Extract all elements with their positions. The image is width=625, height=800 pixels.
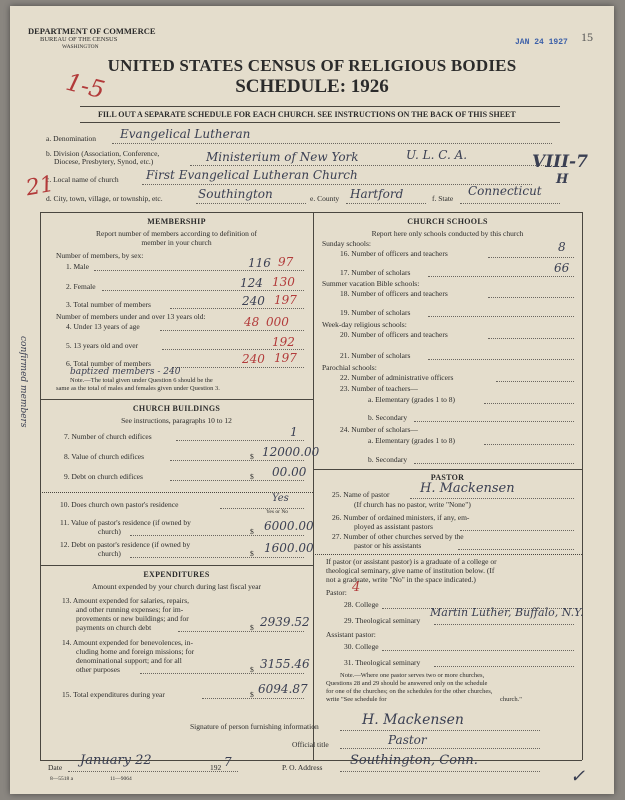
county-label: e. County	[310, 194, 340, 203]
state-label: f. State	[432, 194, 454, 203]
q9-value: 00.00	[272, 465, 307, 479]
header-rule-2	[80, 122, 560, 123]
po-address-line	[340, 771, 540, 772]
q17-line	[428, 276, 574, 277]
q25-line	[410, 498, 574, 499]
bureau-city: WASHINGTON	[62, 44, 99, 50]
q14-line	[140, 673, 304, 674]
q20-line	[488, 338, 574, 339]
column-divider	[313, 212, 314, 760]
form-subtitle: SCHEDULE: 1926	[235, 76, 389, 97]
q2-value-2: 130	[272, 275, 295, 289]
q23b-line	[414, 421, 574, 422]
q16-value: 8	[558, 240, 566, 254]
membership-note-2: same as the total of males and females given under Question 3.	[56, 385, 220, 392]
form-number: 8—5518 a	[50, 776, 74, 782]
q8-dollar: $	[250, 452, 254, 461]
local-name-value: First Evangelical Lutheran Church	[146, 168, 358, 182]
buildings-rule	[40, 399, 313, 400]
q5-label: 5. 13 years old and over	[66, 341, 139, 350]
q8-label: 8. Value of church edifices	[64, 452, 145, 461]
signature-line	[340, 730, 540, 731]
state-value: Connecticut	[468, 184, 542, 198]
grad-line2: theological seminary, give name of institution below. (If	[326, 566, 495, 575]
q4-label: 4. Under 13 years of age	[66, 322, 140, 331]
q14-line4: other purposes	[76, 665, 120, 674]
q12-dollar: $	[250, 549, 254, 558]
pastor-note-4: write "See schedule for	[326, 696, 387, 703]
q3-line	[170, 308, 304, 309]
q14-value: 3155.46	[260, 657, 310, 671]
q14-line1: 14. Amount expended for benevolences, in-	[62, 638, 194, 647]
summer-label: Summer vacation Bible schools:	[322, 279, 420, 288]
q29-label: 29. Theological seminary	[344, 616, 421, 625]
q9-label: 9. Debt on church edifices	[64, 472, 143, 481]
q2-label: 2. Female	[66, 282, 96, 291]
pastor-divider	[313, 554, 582, 555]
q8-value: 12000.00	[262, 445, 320, 459]
side-note: confirmed members	[18, 336, 28, 428]
assistant-label: Assistant pastor:	[326, 630, 376, 639]
dept-name: DEPARTMENT OF COMMERCE	[28, 26, 156, 36]
q3-value: 240	[242, 294, 265, 308]
division-line	[190, 165, 552, 166]
annotation-right: VIII-7	[532, 152, 588, 172]
q23a-line	[484, 403, 574, 404]
division-label: b. Division (Association, Conference,	[46, 149, 160, 158]
county-value: Hartford	[350, 187, 404, 201]
q18-line	[488, 297, 574, 298]
table-right-rule	[582, 212, 583, 760]
q3-label: 3. Total number of members	[66, 300, 151, 309]
city-label: d. City, town, village, or township, etc.	[46, 194, 163, 203]
q23-label: 23. Number of teachers—	[340, 384, 418, 393]
q13-line3: provements or new buildings; and for	[76, 614, 189, 623]
q7-line	[176, 440, 304, 441]
q15-label: 15. Total expenditures during year	[62, 690, 165, 699]
q1-value-2: 97	[278, 255, 294, 269]
q17-value: 66	[554, 261, 570, 275]
q14-dollar: $	[250, 665, 254, 674]
q15-dollar: $	[250, 690, 254, 699]
q11-dollar: $	[250, 527, 254, 536]
bureau-name: BUREAU OF THE CENSUS	[40, 36, 118, 43]
q5-line	[162, 349, 304, 350]
q13-line4: payments on church debt	[76, 623, 152, 632]
pastor-heading: PASTOR	[430, 473, 465, 482]
division-value-2: U. L. C. A.	[406, 148, 468, 162]
margin-mark-2: 21	[24, 171, 56, 202]
q10-label: 10. Does church own pastor's residence	[60, 500, 179, 509]
q13-dollar: $	[250, 623, 254, 632]
q10-value: Yes	[272, 493, 289, 504]
q12-label-2: church)	[98, 549, 121, 558]
buildings-heading: CHURCH BUILDINGS	[132, 404, 221, 413]
expenditures-sub: Amount expended by your church during last fiscal year	[91, 582, 262, 591]
q6-label: 6. Total number of members	[66, 359, 151, 368]
membership-heading: MEMBERSHIP	[147, 217, 206, 226]
q26-line2: ployed as assistant pastors	[354, 522, 433, 531]
q25-value: H. Mackensen	[420, 481, 515, 496]
q24a-line	[484, 444, 574, 445]
q27-line	[458, 549, 574, 550]
q4-value: 48	[244, 315, 260, 329]
q6-note-handwritten: baptized members - 240	[70, 367, 181, 377]
q24b-label: b. Secondary	[368, 455, 408, 464]
city-line	[196, 203, 306, 204]
q4-value-2: 000	[266, 315, 289, 329]
official-title-label: Official title	[292, 740, 329, 749]
q2-value: 124	[240, 276, 263, 290]
parochial-label: Parochial schools:	[322, 363, 377, 372]
q30-label: 30. College	[344, 642, 379, 651]
q23b-label: b. Secondary	[368, 413, 408, 422]
annotation-right-2: H	[556, 172, 569, 187]
q13-value: 2939.52	[260, 615, 310, 629]
pastor-label: Pastor:	[326, 588, 347, 597]
signature-value: H. Mackensen	[362, 712, 464, 728]
date-value: January 22	[80, 753, 152, 768]
q15-value: 6094.87	[258, 682, 308, 696]
county-line	[346, 203, 426, 204]
q13-line	[178, 631, 304, 632]
q12-line	[130, 557, 304, 558]
po-address-label: P. O. Address	[282, 763, 323, 772]
schools-heading: CHURCH SCHOOLS	[407, 217, 488, 226]
q18-label: 18. Number of officers and teachers	[340, 289, 448, 298]
form-title: UNITED STATES CENSUS OF RELIGIOUS BODIES	[107, 56, 517, 75]
pastor-note-2: Questions 28 and 29 should be answered only on the schedule	[326, 680, 488, 687]
q11-label: 11. Value of pastor's residence (if owned by	[60, 518, 191, 527]
q22-line	[496, 381, 574, 382]
q25-label: 25. Name of pastor	[332, 490, 390, 499]
by-sex-label: Number of members, by sex:	[56, 251, 144, 260]
q14-line2: cluding home and foreign missions; for	[76, 647, 195, 656]
q11-value: 6000.00	[264, 519, 314, 533]
q5-value: 192	[272, 335, 295, 349]
expenditures-rule	[40, 565, 313, 566]
q3-value-2: 197	[274, 293, 297, 307]
pastor-note-3: for one of the churches; on the schedules for the other churches,	[326, 688, 493, 695]
grad-line1: If pastor (or assistant pastor) is a graduate of a college or	[326, 557, 497, 566]
q10-line	[220, 508, 304, 509]
buildings-sub: See instructions, paragraphs 10 to 12	[121, 416, 232, 425]
state-line	[460, 203, 560, 204]
pastor-note-4b: church."	[500, 696, 522, 703]
q31-label: 31. Theological seminary	[344, 658, 421, 667]
pastor-note-1: Note.—Where one pastor serves two or more churches,	[340, 672, 485, 679]
date-year: 192	[210, 763, 222, 772]
q11-line	[130, 535, 304, 536]
date-year-digit: 7	[224, 755, 232, 769]
q12-value: 1600.00	[264, 541, 314, 555]
print-number: 11—9064	[110, 776, 132, 782]
q11-label-2: church)	[98, 527, 121, 536]
q27-line1: 27. Number of other churches served by the	[332, 532, 464, 541]
date-label: Date	[48, 763, 63, 772]
q24-label: 24. Number of scholars—	[340, 425, 418, 434]
q6-value-2: 197	[274, 351, 297, 365]
q2-line	[102, 290, 304, 291]
q1-value: 116	[248, 256, 271, 270]
q6-value: 240	[242, 352, 265, 366]
q24a-label: a. Elementary (grades 1 to 8)	[368, 436, 456, 445]
header-rule	[80, 106, 560, 107]
table-top-rule	[40, 212, 582, 213]
q6-line	[172, 367, 304, 368]
schools-sub: Report here only schools conducted by this church	[371, 229, 524, 238]
local-name-label: c. Local name of church	[46, 175, 119, 184]
q9-dollar: $	[250, 472, 254, 481]
census-schedule-sheet	[10, 6, 614, 794]
margin-mark: 1-5	[63, 67, 108, 105]
official-title-value: Pastor	[388, 733, 427, 747]
q21-label: 21. Number of scholars	[340, 351, 411, 360]
division-label-2: Diocese, Presbytery, Synod, etc.)	[54, 157, 154, 166]
q31-line	[434, 666, 574, 667]
q26-line1: 26. Number of ordained ministers, if any, em-	[332, 513, 470, 522]
q20-label: 20. Number of officers and teachers	[340, 330, 448, 339]
q16-line	[488, 257, 574, 258]
q19-line	[428, 316, 574, 317]
q29-line	[434, 624, 574, 625]
q30-line	[382, 650, 574, 651]
age-label: Number of members under and over 13 years old:	[56, 312, 206, 321]
q29-value: Martin Luther, Buffalo, N.Y.	[430, 606, 584, 619]
q7-value: 1	[290, 425, 298, 439]
membership-intro-2: member in your church	[141, 238, 212, 247]
received-stamp: JAN 24 1927	[515, 38, 568, 47]
q21-line	[428, 359, 574, 360]
q10-hint: Yes or No	[266, 509, 289, 515]
denomination-line	[112, 143, 552, 144]
q9-line	[170, 480, 304, 481]
po-address-value: Southington, Conn.	[350, 753, 478, 768]
denomination-label: a. Denomination	[46, 134, 96, 143]
q1-line	[94, 270, 304, 271]
q26-line	[460, 530, 574, 531]
q19-label: 19. Number of scholars	[340, 308, 411, 317]
expenditures-heading: EXPENDITURES	[143, 570, 210, 579]
city-value: Southington	[198, 187, 273, 201]
division-value: Ministerium of New York	[206, 150, 359, 164]
membership-intro: Report number of members according to definition of	[96, 229, 257, 238]
q16-label: 16. Number of officers and teachers	[340, 249, 448, 258]
q13-line2: and other running expenses; for im-	[76, 605, 184, 614]
q7-label: 7. Number of church edifices	[64, 432, 152, 441]
q4-line	[160, 330, 304, 331]
q8-line	[170, 460, 304, 461]
q14-line3: denominational support; and for all	[76, 656, 182, 665]
q12-label: 12. Debt on pastor's residence (if owned by	[60, 540, 191, 549]
check-mark-icon: ✓	[570, 766, 586, 787]
q27-line2: pastor or his assistants	[354, 541, 422, 550]
official-title-line	[340, 748, 540, 749]
q23a-label: a. Elementary (grades 1 to 8)	[368, 395, 456, 404]
pastor-rule	[313, 469, 582, 470]
page-number: 15	[581, 30, 593, 44]
table-left-rule	[40, 212, 41, 760]
q1-label: 1. Male	[66, 262, 89, 271]
grad-line3: not a graduate, write "No" in the space indicated.)	[326, 575, 476, 584]
pastor-mark: 4	[352, 580, 361, 595]
sunday-label: Sunday schools:	[322, 239, 371, 248]
q17-label: 17. Number of scholars	[340, 268, 411, 277]
signature-label: Signature of person furnishing information	[190, 722, 319, 731]
weekday-label: Week-day religious schools:	[322, 320, 407, 329]
q13-line1: 13. Amount expended for salaries, repairs,	[62, 596, 190, 605]
q28-label: 28. College	[344, 600, 379, 609]
q24b-line	[414, 463, 574, 464]
q25-hint: (If church has no pastor, write "None")	[354, 500, 471, 509]
denomination-value: Evangelical Lutheran	[120, 127, 251, 141]
membership-note: Note.—The total given under Question 6 should be the	[70, 377, 213, 384]
q22-label: 22. Number of administrative officers	[340, 373, 454, 382]
form-instruction: FILL OUT A SEPARATE SCHEDULE FOR EACH CHURCH. SEE INSTRUCTIONS ON THE BACK OF THIS SHEET	[98, 110, 516, 119]
